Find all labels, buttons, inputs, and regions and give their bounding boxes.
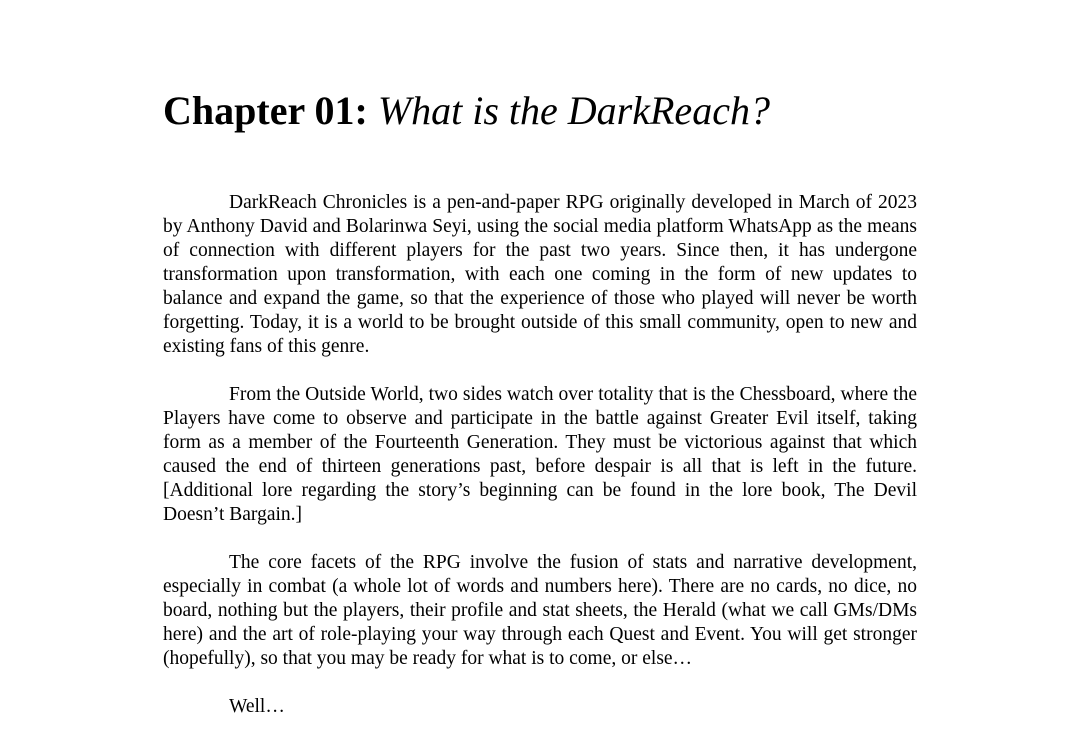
chapter-label: Chapter 01: [163,88,368,133]
chapter-heading [163,86,770,136]
paragraph-intro: DarkReach Chronicles is a pen-and-paper RPG originally developed in March of 2023 by Anthony David and Bolarinwa Seyi, using the social media platform WhatsApp as the means of connection with different players for the past two years. Since then, it has undergone transformation upon transformation, with each one coming in the form of new updates to balance and expand the game, so that the experience of those who played will never be worth forgetting. Today, it is a world to be brought outside of this small community, open to new and existing fans of this genre. [163,192,917,357]
chapter-subtitle: What is the DarkReach? [377,88,770,133]
paragraph-mechanics: The core facets of the RPG involve the fusion of stats and narrative development, especially in combat (a whole lot of words and numbers here). There are no cards, no dice, no board, nothing but the players, their profile and stat sheets, the Herald (what we call GMs/DMs here) and the art of role-playing your way through each Quest and Event. You will get stronger (hopefully), so that you may be ready for what is to come, or else… [163,552,917,669]
body-text [163,191,917,743]
paragraph-closing: Well… [229,696,285,717]
paragraph-lore: From the Outside World, two sides watch over totality that is the Chessboard, where the Players have come to observe and participate in the battle against Greater Evil itself, taking form as a member of the Fourteenth Generation. They must be victorious against that which caused the end of thirteen generations past, before despair is all that is left in the future. [Additional lore regarding the story’s beginning can be found in the lore book, The Devil Doesn’t Bargain.] [163,384,917,525]
